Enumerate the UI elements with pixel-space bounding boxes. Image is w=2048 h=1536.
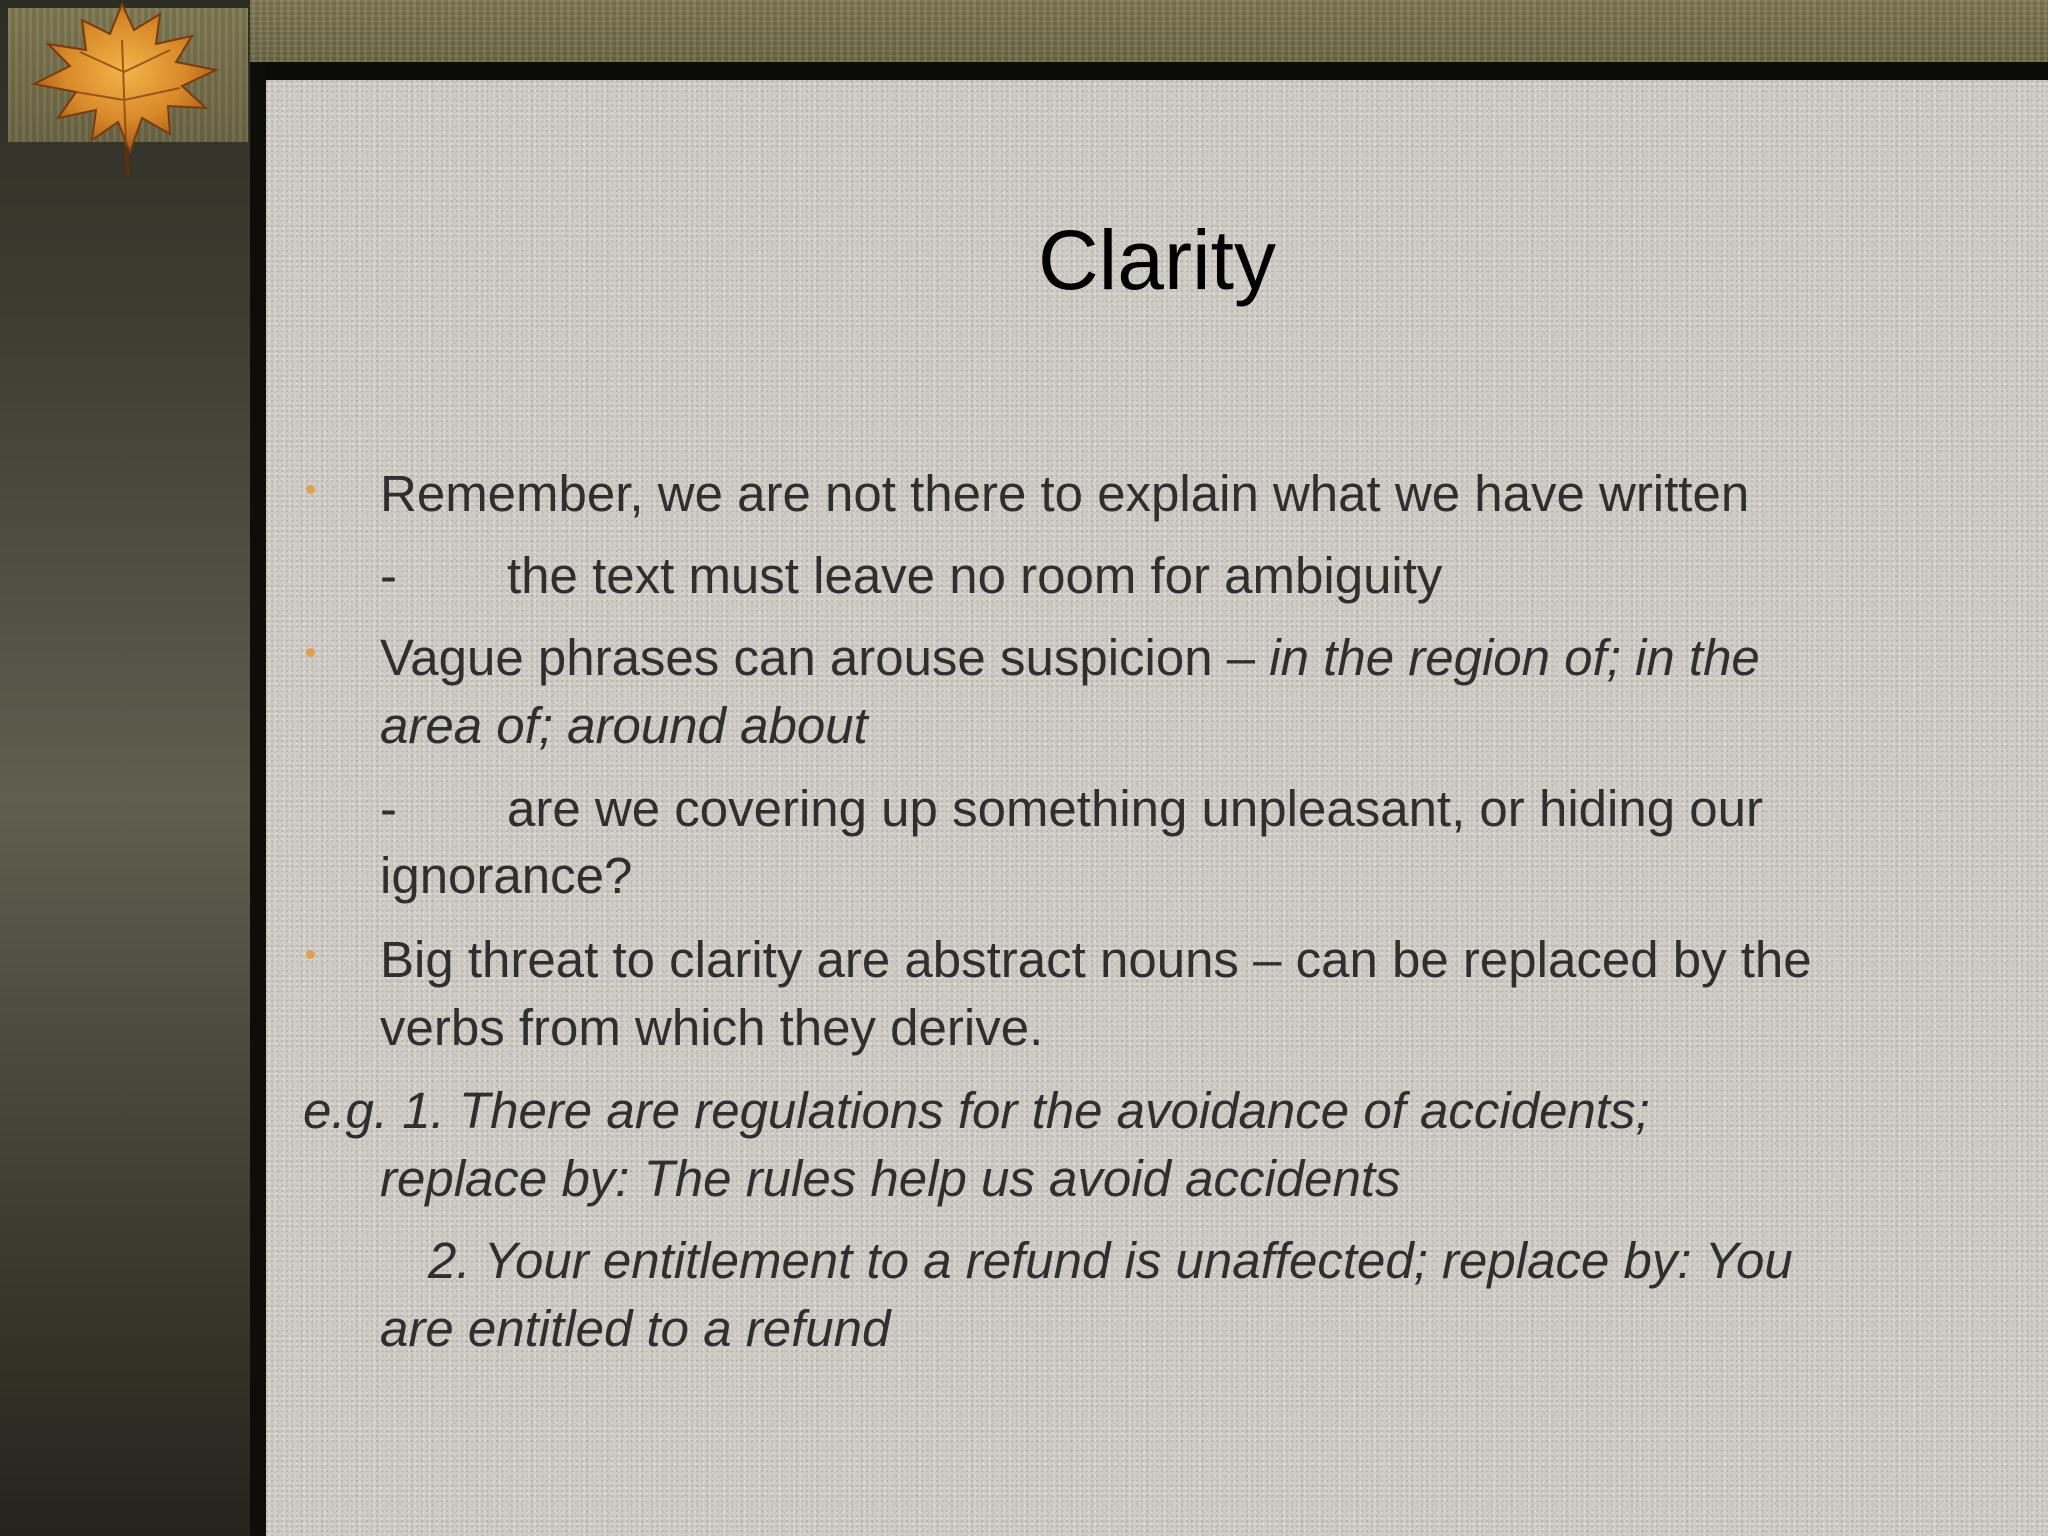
bullet-1-sub-dash: - xyxy=(380,547,397,604)
example-line-4: are entitled to a refund xyxy=(380,1300,891,1357)
bullet-2-sub-text-2: ignorance? xyxy=(380,847,633,904)
bullet-3-line-1: Big threat to clarity are abstract nouns – can be replaced by the xyxy=(380,931,1812,988)
bullet-2-italic-text: in the region of; in the xyxy=(1269,629,1760,686)
example-line-1: e.g. 1. There are regulations for the avoidance of accidents; xyxy=(303,1082,1650,1139)
bullet-1-text: Remember, we are not there to explain what we have written xyxy=(380,465,1750,522)
bullet-3-line-2: verbs from which they derive. xyxy=(380,999,1044,1056)
bullet-marker xyxy=(306,485,315,494)
bullet-2-line-1 xyxy=(380,629,1760,686)
example-line-3: 2. Your entitlement to a refund is unaffected; replace by: You xyxy=(428,1232,1793,1289)
bullet-2-plain-text: Vague phrases can arouse suspicion – xyxy=(380,629,1270,686)
bullet-marker xyxy=(306,648,315,657)
bullet-2-sub-text-1: are we covering up something unpleasant, or hiding our xyxy=(507,780,1763,837)
example-line-2: replace by: The rules help us avoid accidents xyxy=(380,1150,1401,1207)
bullet-marker xyxy=(306,950,315,959)
bullet-2-line-2: area of; around about xyxy=(380,697,868,754)
slide-title: Clarity xyxy=(1037,213,1276,307)
bullet-2-sub-dash: - xyxy=(380,780,397,837)
bullet-1-sub-text: the text must leave no room for ambiguity xyxy=(507,547,1443,604)
